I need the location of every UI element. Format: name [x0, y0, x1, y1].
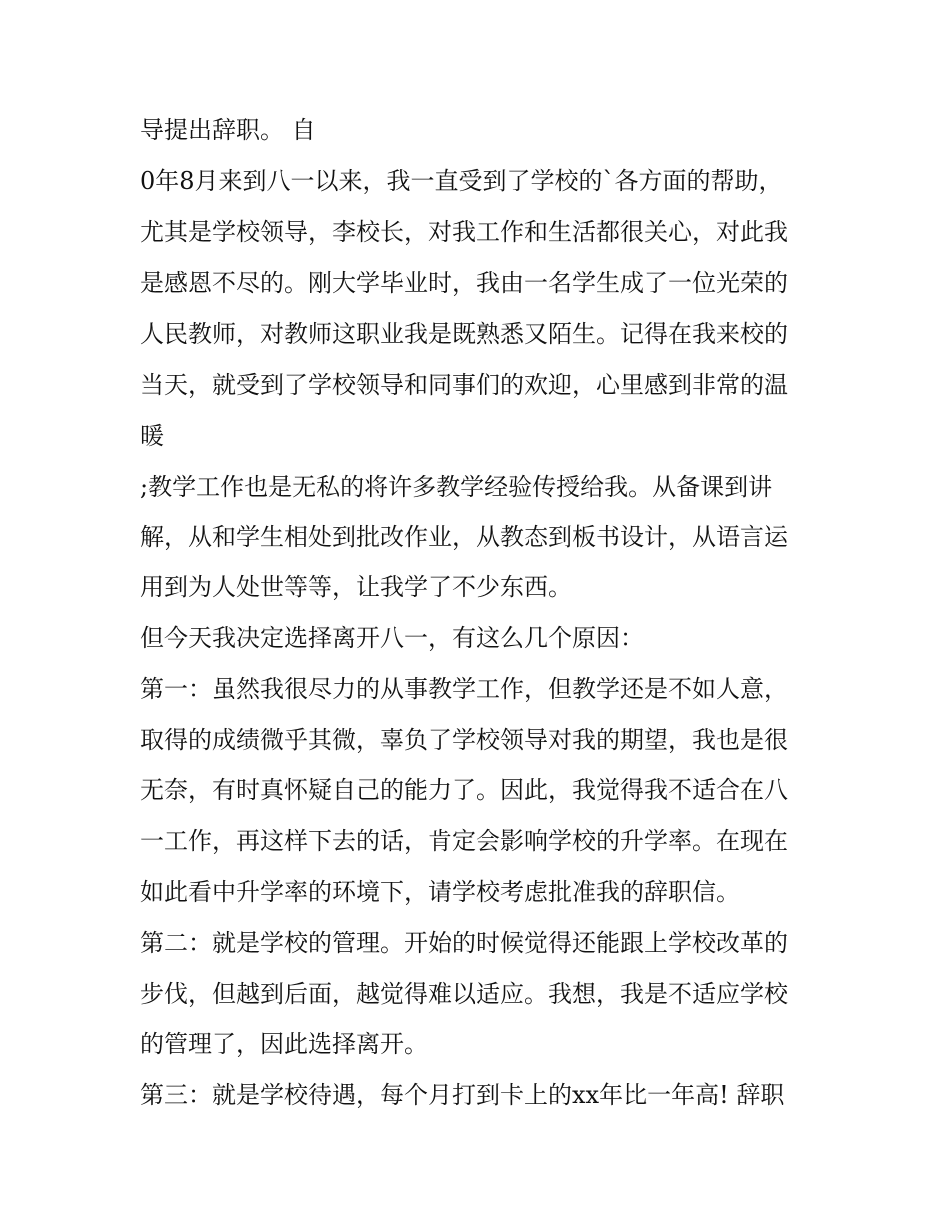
text-line: 的管理了，因此选择离开。 [140, 1030, 428, 1058]
text-line: 解，从和学生相处到批改作业，从教态到板书设计，从语言运 [140, 523, 788, 551]
text-line: 人民教师，对教师这职业我是既熟悉又陌生。记得在我来校的 [140, 320, 788, 348]
text-line: 导提出辞职。 自 [140, 116, 316, 144]
text-line: 是感恩不尽的。刚大学毕业时，我由一名学生成了一位光荣的 [140, 269, 788, 297]
text-line: 第一：虽然我很尽力的从事教学工作，但教学还是不如人意， [140, 675, 788, 703]
text-line: 第二：就是学校的管理。开始的时候觉得还能跟上学校改革的 [140, 929, 788, 957]
text-line: 无奈，有时真怀疑自己的能力了。因此，我觉得我不适合在八 [140, 776, 788, 804]
text-line: 第三：就是学校待遇，每个月打到卡上的xx年比一年高! 辞职 [140, 1081, 785, 1109]
text-line: 当天，就受到了学校领导和同事们的欢迎，心里感到非常的温 [140, 371, 788, 399]
text-line: 步伐，但越到后面，越觉得难以适应。我想，我是不适应学校 [140, 980, 788, 1008]
text-line: 但今天我决定选择离开八一，有这么几个原因： [140, 624, 644, 652]
text-line: ;教学工作也是无私的将许多教学经验传授给我。从备课到讲 [140, 473, 773, 501]
text-line: 一工作，再这样下去的话，肯定会影响学校的升学率。在现在 [140, 827, 788, 855]
text-line: 暖 [140, 422, 164, 450]
text-line: 尤其是学校领导，李校长，对我工作和生活都很关心，对此我 [140, 218, 788, 246]
text-line: 取得的成绩微乎其微，辜负了学校领导对我的期望，我也是很 [140, 726, 788, 754]
text-line: 如此看中升学率的环境下，请学校考虑批准我的辞职信。 [140, 878, 740, 906]
text-line: 用到为人处世等等，让我学了不少东西。 [140, 573, 572, 601]
text-line: 0年8月来到八一以来，我一直受到了学校的`各方面的帮助， [140, 167, 783, 195]
